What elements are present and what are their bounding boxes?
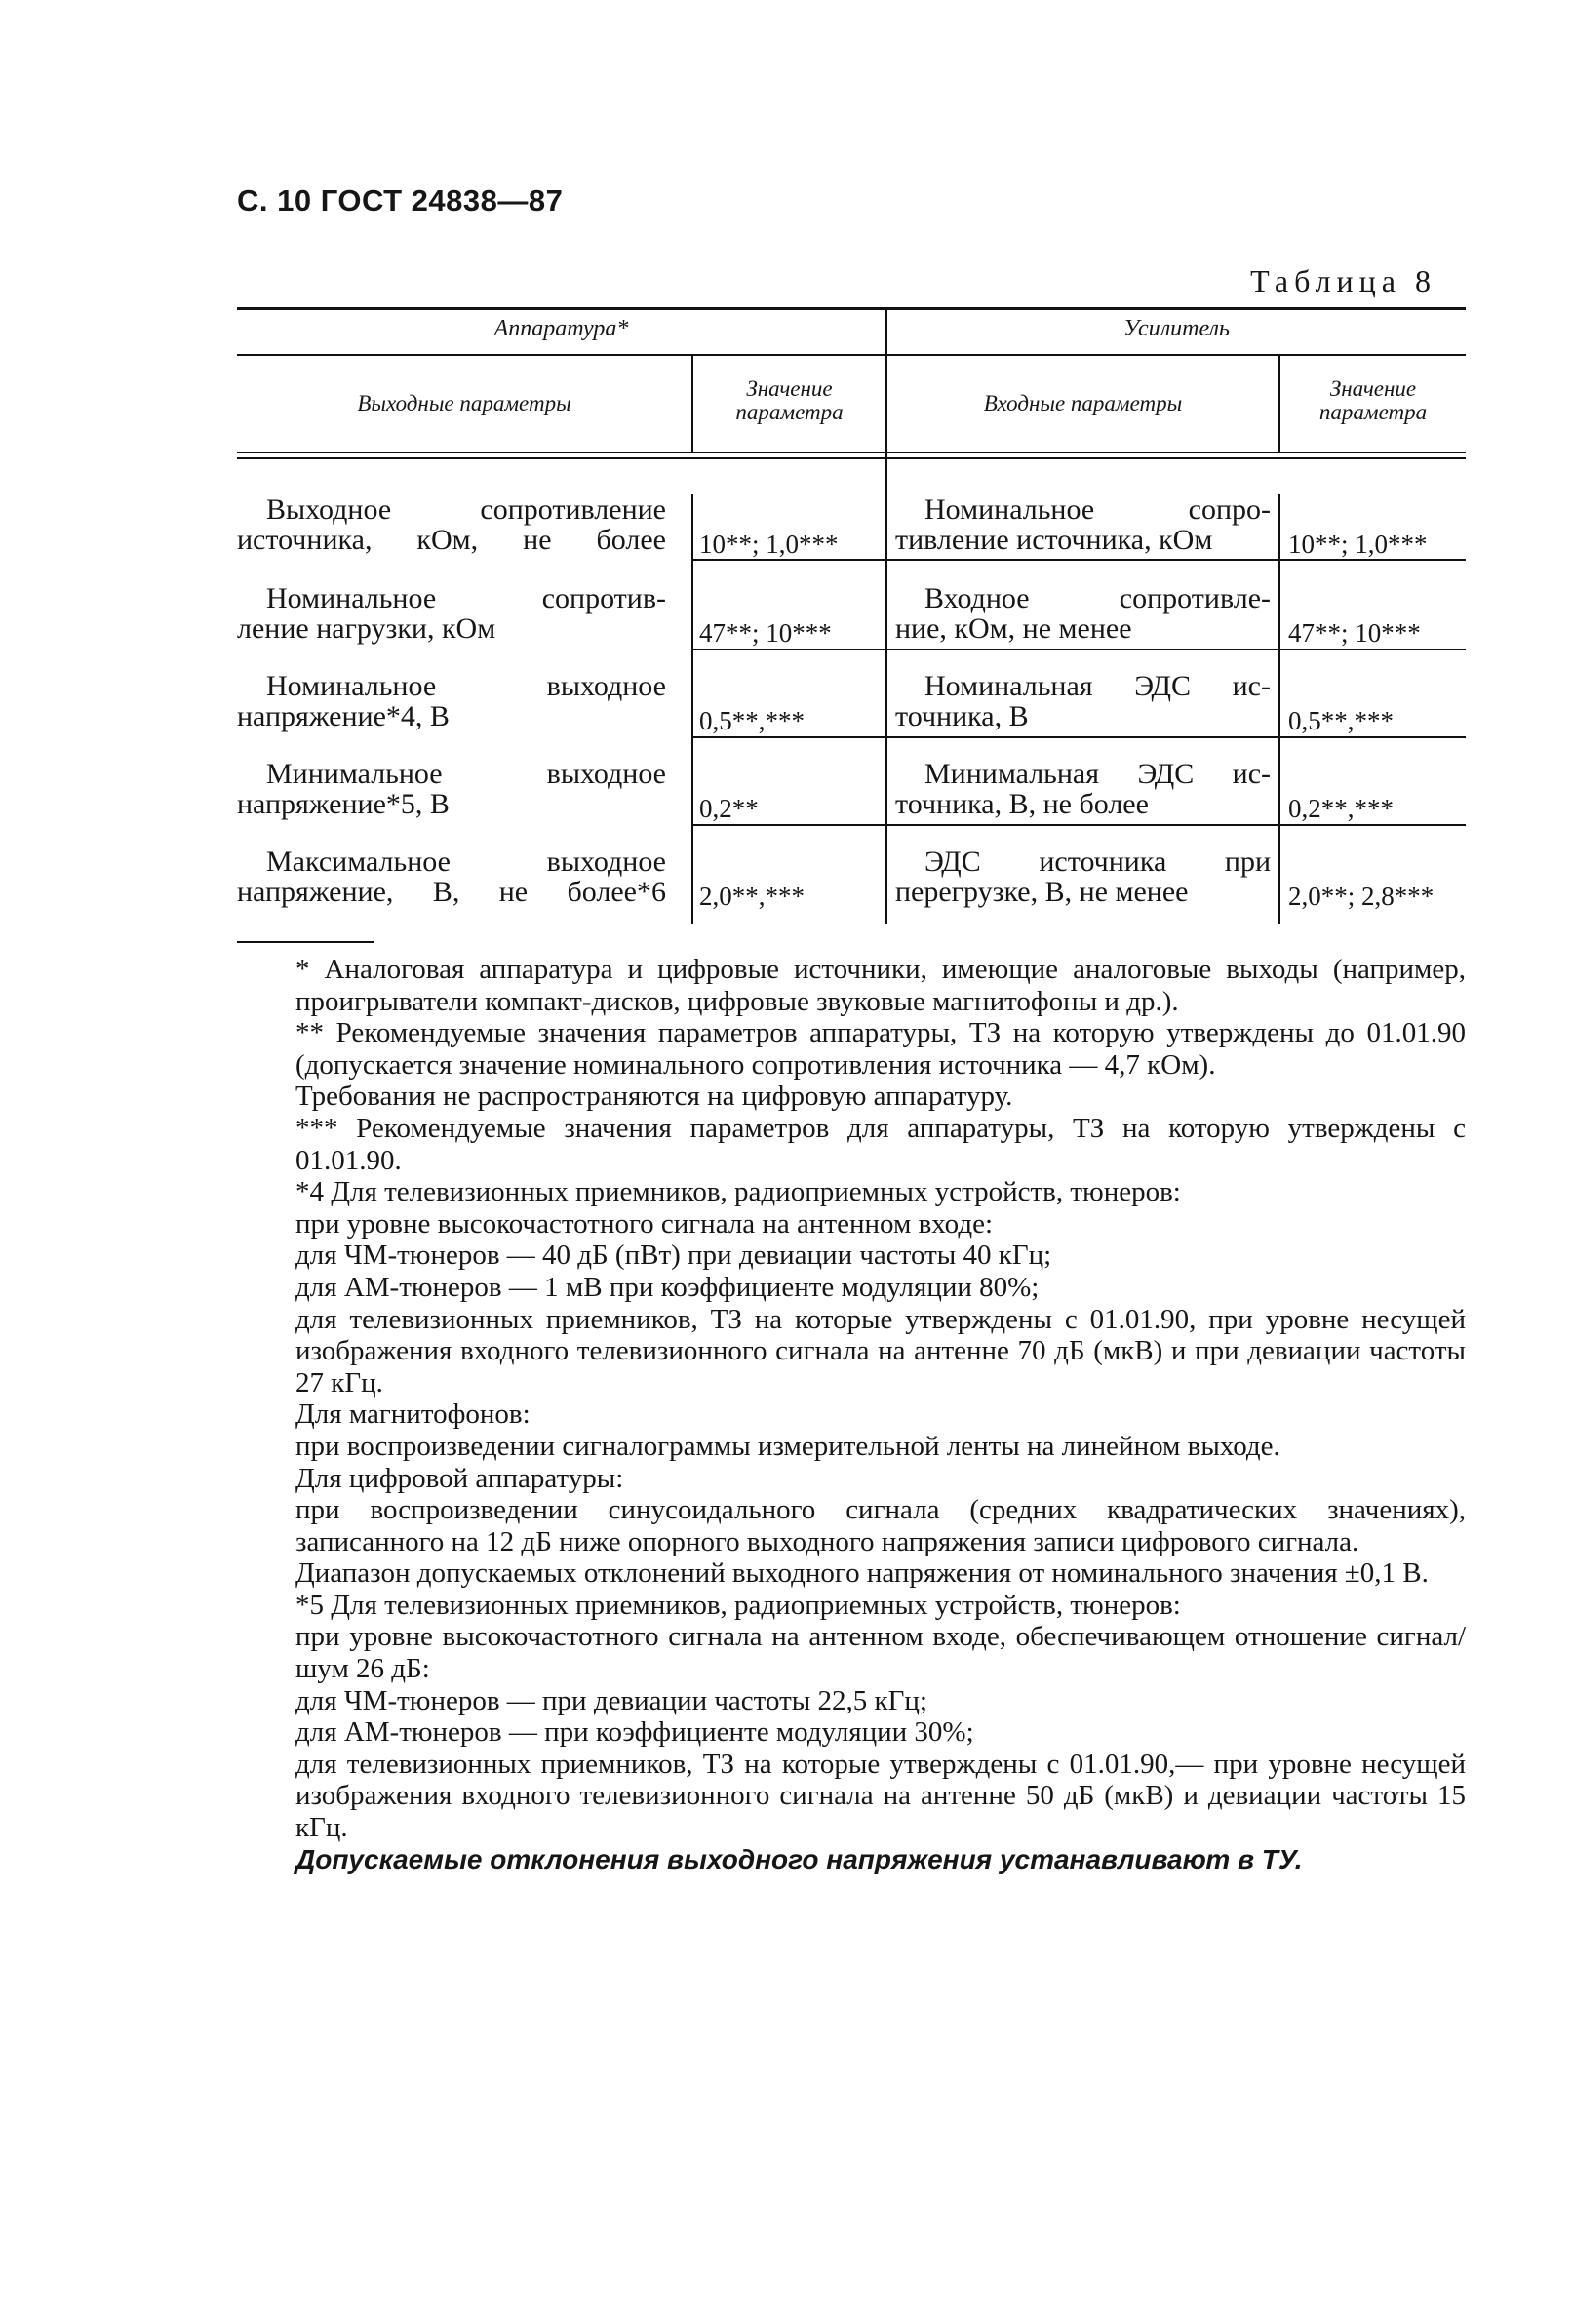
- header-rule-2: [237, 457, 1466, 459]
- row-3-input-rule: [887, 824, 1278, 826]
- row-2-input-rule: [887, 736, 1278, 738]
- footnote-4-digital: при воспроизведении синусоидального сигнала (средних квадратических значениях), записанного на 12 дБ ниже опорного выходного напряжения записи цифрового сигнала.: [295, 1494, 1466, 1557]
- footnote-1: * Аналоговая аппаратура и цифровые источники, имеющие аналоговые выходы (например, проигрыватели компакт-дисков, цифровые звуковые магнитофоны и др.).: [295, 954, 1466, 1017]
- footnotes: [237, 954, 1466, 1875]
- footnote-5: *5 Для телевизионных приемников, радиоприемных устройств, тюнеров:: [295, 1589, 1181, 1621]
- table-row-4-output-param: [237, 847, 666, 907]
- table-row-3-output-value: 0,2**: [699, 794, 759, 823]
- row-0-output-l1: Выходное сопротивление: [266, 493, 666, 526]
- table-row-1-input-value: 47**; 10***: [1288, 618, 1421, 648]
- row-0-output-value-rule: [693, 559, 885, 561]
- row-3-output-l1: Минимальное выходное: [266, 758, 666, 790]
- group-head-rule: [237, 354, 1466, 356]
- footnote-4-tv: для телевизионных приемников, ТЗ на которые утверждены с 01.01.90, при уровне несущей изображения входного телевизионного сигнала на антенне 70 дБ (мкВ) и при девиации частоты 27 кГц.: [295, 1303, 1466, 1398]
- table-row-1-output-param: [237, 583, 666, 644]
- col-head-value-right: [1280, 377, 1466, 424]
- row-2-input-l1: Номинальная ЭДС ис-: [924, 670, 1271, 702]
- row-2-output-l1: Номинальное выходное: [266, 670, 666, 702]
- row-2-output-value-rule: [693, 736, 885, 738]
- footnote-2-remark: Требования не распространяются на цифровую аппаратуру.: [295, 1081, 1013, 1113]
- footnote-2: ** Рекомендуемые значения параметров аппаратуры, ТЗ на которую утверждены до 01.01.90 (допускается значение номинального сопротивления источника — 4,7 кОм).: [295, 1017, 1466, 1081]
- footnote-rule: [237, 941, 374, 943]
- page-header: С. 10 ГОСТ 24838—87: [237, 183, 564, 217]
- col-head-value-left-l2: параметра: [735, 400, 844, 424]
- col-head-value-left: [693, 377, 885, 424]
- row-4-input-l2: перегрузке, В, не менее: [895, 876, 1189, 908]
- row-3-input-l2: точника, В, не более: [895, 788, 1149, 820]
- col-head-input-params: Входные параметры: [983, 391, 1183, 415]
- row-1-input-value-rule: [1280, 649, 1466, 650]
- row-1-input-l1: Входное сопротивле-: [924, 582, 1271, 614]
- table-row-0-output-value: 10**; 1,0***: [699, 530, 839, 559]
- closing-statement: Допускаемые отклонения выходного напряжения устанавливают в ТУ.: [295, 1843, 1303, 1874]
- row-2-input-l2: точника, В: [895, 700, 1029, 732]
- table-row-1-output-value: 47**; 10***: [699, 618, 832, 648]
- footnote-3: *** Рекомендуемые значения параметров для аппаратуры, ТЗ на которую утверждены с 01.01.90.: [295, 1112, 1466, 1176]
- table-caption: Таблица 8: [1250, 263, 1436, 298]
- footnote-4-line: при уровне высокочастотного сигнала на антенном входе:: [295, 1207, 994, 1240]
- row-3-output-value-rule: [693, 824, 885, 826]
- header-rule-1: [237, 452, 1466, 453]
- footnote-4-range: Диапазон допускаемых отклонений выходного напряжения от номинального значения ±0,1 В.: [295, 1557, 1429, 1590]
- footnote-4-tape-head: Для магнитофонов:: [295, 1398, 531, 1431]
- row-3-input-l1: Минимальная ЭДС ис-: [924, 758, 1271, 790]
- footnote-4-tape: при воспроизведении сигналограммы измерительной ленты на линейном выходе.: [295, 1430, 1280, 1462]
- row-1-input-rule: [887, 649, 1278, 650]
- footnote-5-tv: для телевизионных приемников, ТЗ на которые утверждены с 01.01.90,— при уровне несущей изображения входного телевизионного сигнала на антенне 50 дБ (мкВ) и девиации частоты 15 кГц.: [295, 1748, 1466, 1844]
- row-4-output-l1: Максимальное выходное: [266, 846, 666, 878]
- col-head-output-params: Выходные параметры: [357, 391, 571, 415]
- table-row-4-input-value: 2,0**; 2,8***: [1288, 882, 1435, 911]
- group-head-amplifier: Усилитель: [1123, 316, 1230, 341]
- footnote-5-am: для АМ-тюнеров — при коэффициенте модуляции 30%;: [295, 1716, 974, 1749]
- col-head-value-right-l2: параметра: [1318, 400, 1428, 424]
- group-head-apparatus: Аппаратура*: [493, 316, 629, 341]
- col-head-value-left-l1: Значение: [746, 376, 833, 401]
- table-row-2-output-param: [237, 671, 666, 731]
- footnote-4-am: для АМ-тюнеров — 1 мВ при коэффициенте модуляции 80%;: [295, 1271, 1040, 1303]
- row-1-input-l2: ние, кОм, не менее: [895, 612, 1132, 645]
- row-0-input-l2: тивление источника, кОм: [895, 524, 1213, 556]
- table-row-3-input-value: 0,2**,***: [1288, 794, 1394, 823]
- row-1-output-value-rule: [693, 649, 885, 650]
- footnote-4-digital-head: Для цифровой аппаратуры:: [295, 1462, 624, 1494]
- table-row-4-input-param: [895, 847, 1271, 907]
- table-row-0-input-value: 10**; 1,0***: [1288, 530, 1428, 559]
- table-row-3-input-param: [895, 759, 1271, 819]
- row-4-output-l2: напряжение, В, не более*6: [237, 876, 666, 908]
- col-head-value-right-l1: Значение: [1329, 376, 1417, 401]
- footnote-5-fm: для ЧМ-тюнеров — при девиации частоты 22,5 кГц;: [295, 1684, 927, 1716]
- table-row-2-output-value: 0,5**,***: [699, 706, 805, 735]
- row-0-input-value-rule: [1280, 559, 1466, 561]
- row-1-output-l1: Номинальное сопротив-: [266, 582, 666, 614]
- footnote-5-line: при уровне высокочастотного сигнала на антенном входе, обеспечивающем отношение сигнал/шум 26 дБ:: [295, 1621, 1466, 1685]
- row-3-input-value-rule: [1280, 824, 1466, 826]
- row-1-output-l2: ление нагрузки, кОм: [237, 612, 496, 645]
- table-row-4-output-value: 2,0**,***: [699, 882, 805, 911]
- row-0-output-l2: источника, кОм, не более: [237, 524, 666, 556]
- col-divider-left-body: [691, 494, 693, 924]
- table-top-rule: [237, 307, 1466, 310]
- footnote-4: *4 Для телевизионных приемников, радиоприемных устройств, тюнеров:: [295, 1176, 1181, 1208]
- parameters-table: [237, 307, 1466, 922]
- table-row-1-input-param: [895, 583, 1271, 644]
- table-row-0-output-param: [237, 494, 666, 555]
- row-0-input-l1: Номинальное сопро-: [924, 493, 1271, 526]
- table-row-2-input-value: 0,5**,***: [1288, 706, 1394, 735]
- table-row-2-input-param: [895, 671, 1271, 731]
- row-3-output-l2: напряжение*5, В: [237, 788, 450, 820]
- row-2-output-l2: напряжение*4, В: [237, 700, 450, 732]
- col-divider-right-body: [1278, 494, 1280, 924]
- row-4-input-l1: ЭДС источника при: [924, 846, 1271, 878]
- row-2-input-value-rule: [1280, 736, 1466, 738]
- row-0-input-rule: [887, 559, 1278, 561]
- table-row-0-input-param: [895, 494, 1271, 555]
- table-row-3-output-param: [237, 759, 666, 819]
- footnote-4-fm: для ЧМ-тюнеров — 40 дБ (пВт) при девиации частоты 40 кГц;: [295, 1240, 1052, 1272]
